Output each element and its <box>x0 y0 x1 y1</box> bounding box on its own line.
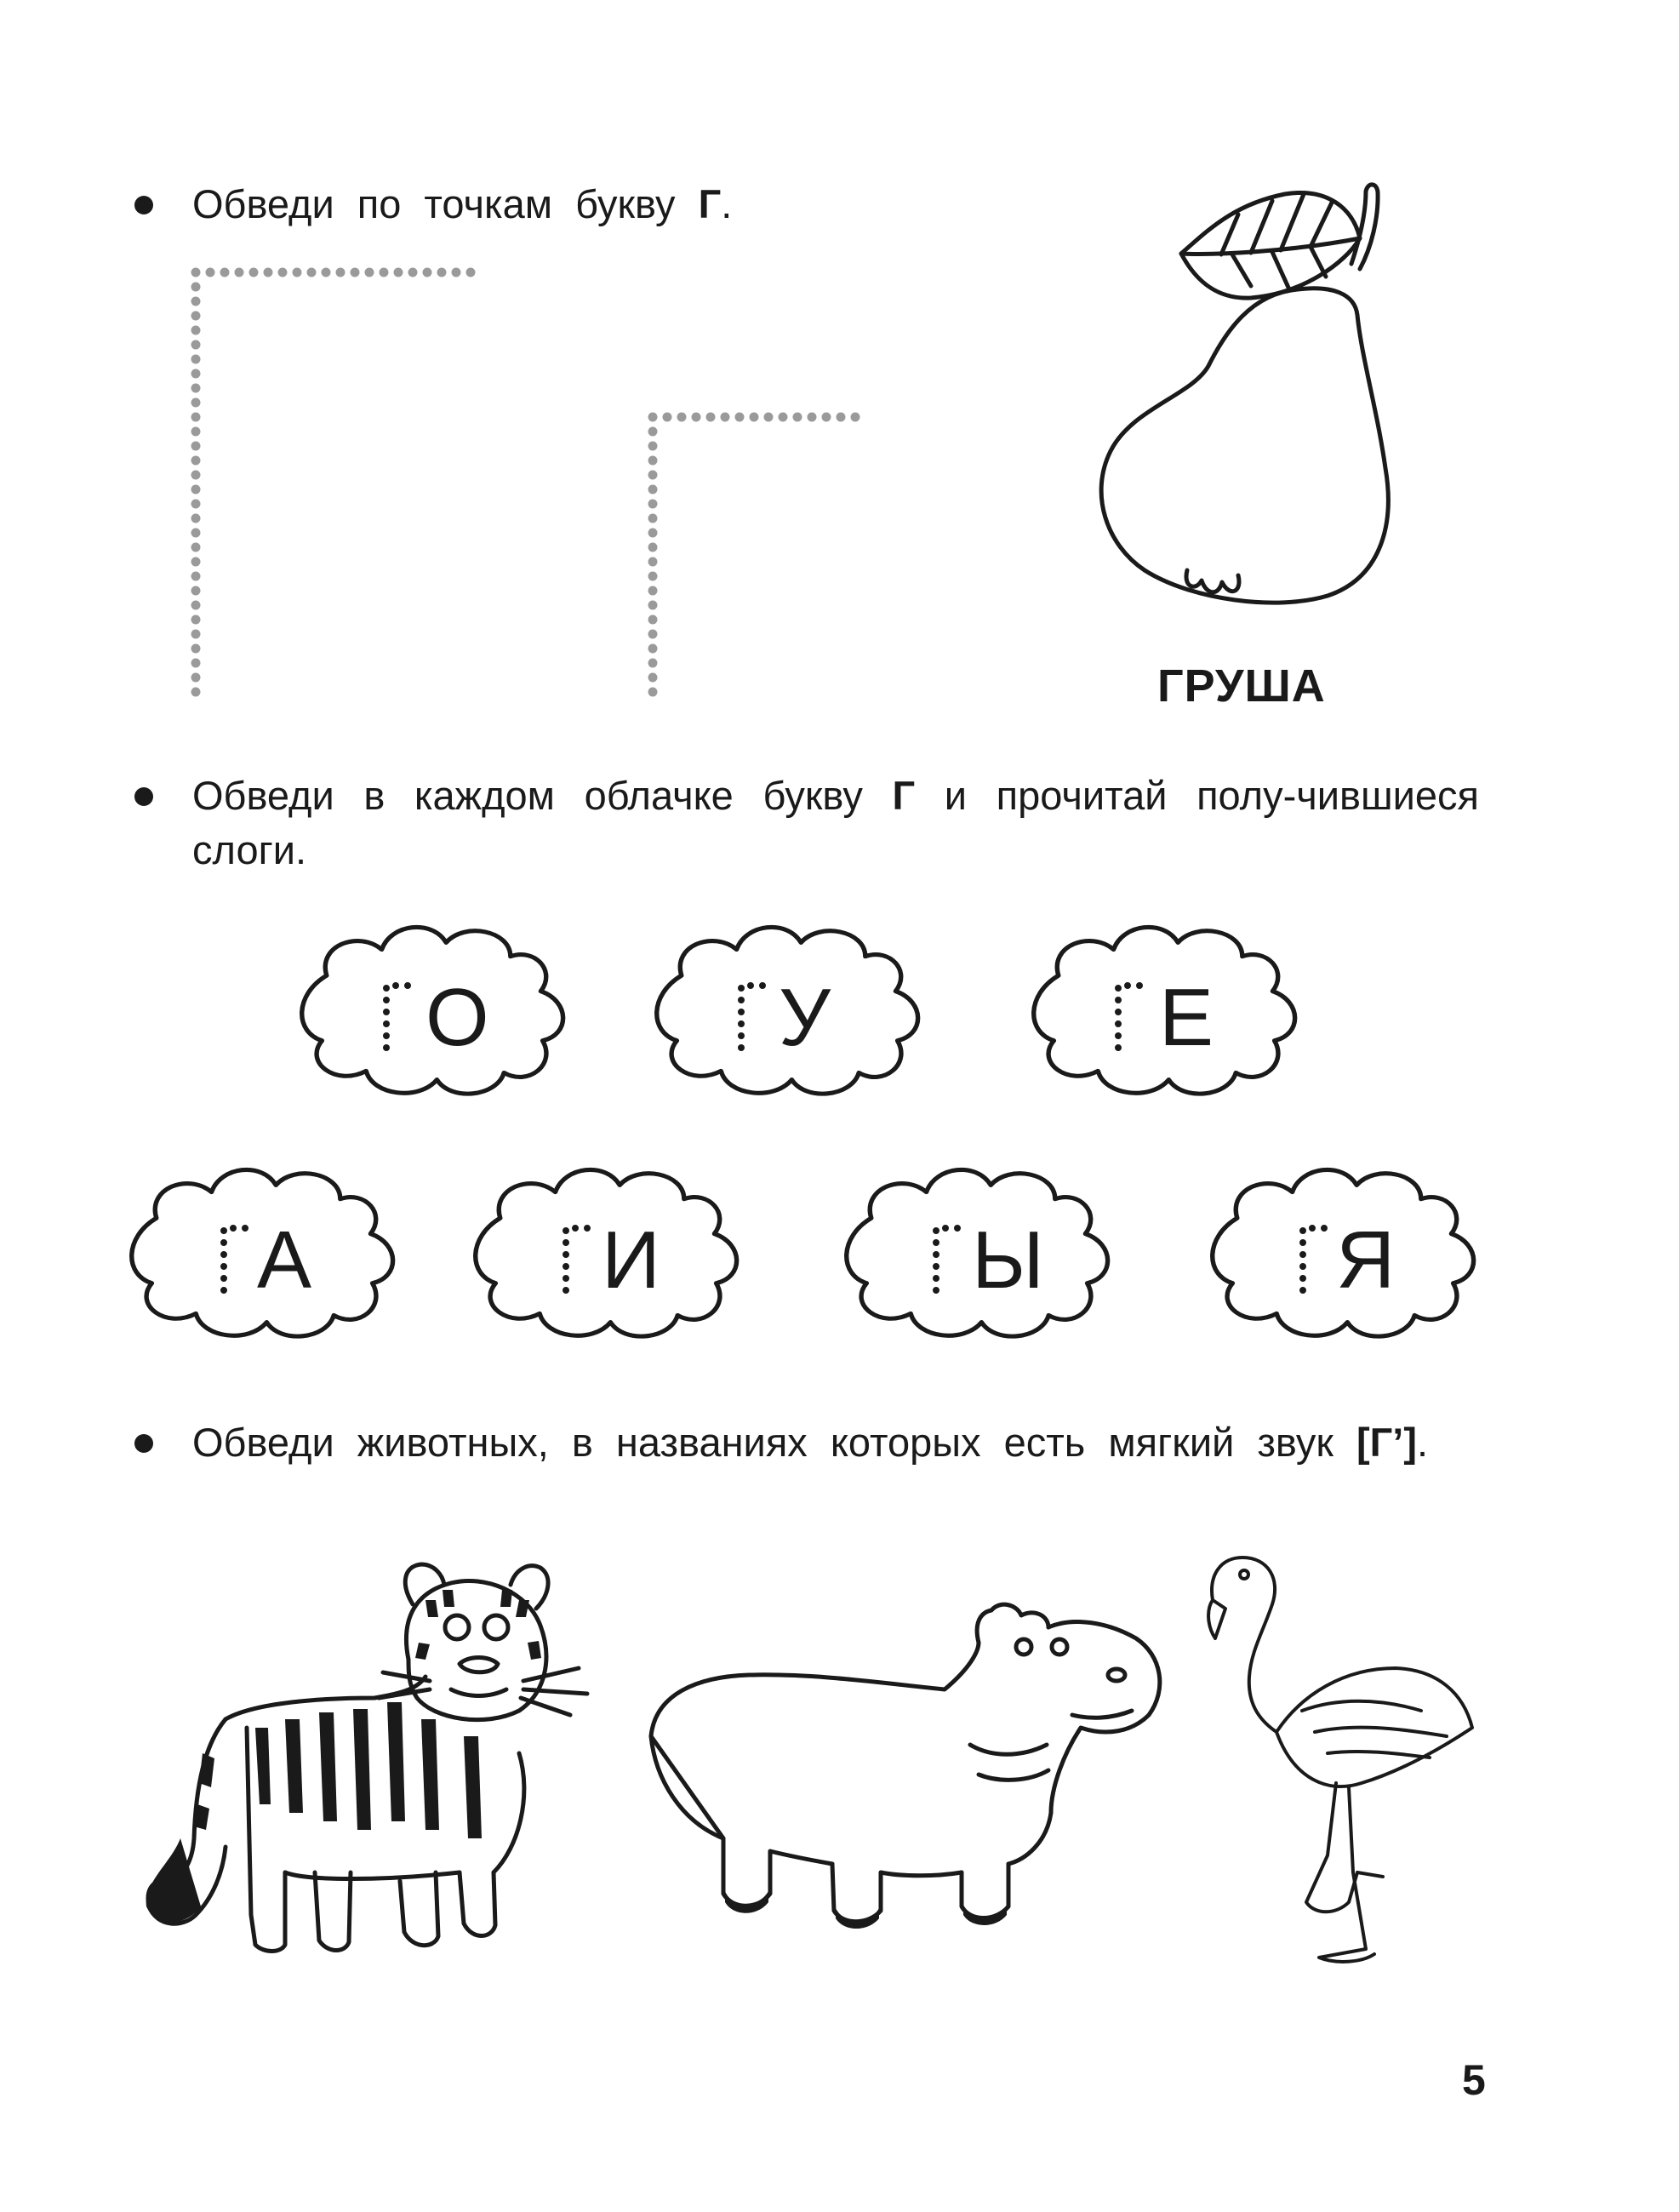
hippo-feet <box>725 1891 1007 1929</box>
pear-caption: ГРУША <box>1157 660 1326 712</box>
vowel-a: А <box>257 1215 312 1306</box>
task-3-text: Обведи животных, в названиях которых есть мягкий звук [Г’]. <box>192 1420 1429 1465</box>
page-number: 5 <box>1462 2056 1486 2104</box>
vowel-ya: Я <box>1336 1215 1396 1306</box>
vowel-y: Ы <box>972 1215 1044 1306</box>
task-3-sound: [Г’] <box>1356 1420 1418 1465</box>
task-2-text: Обведи в каждом облачке букву Г и прочитай полу-чившиеся слоги. <box>192 773 1480 872</box>
flamingo-picture[interactable] <box>1208 1558 1472 1962</box>
hippo-picture[interactable] <box>651 1604 1160 1922</box>
task-1-letter: Г <box>698 181 722 226</box>
task-2-letter: Г <box>892 773 916 818</box>
task-1-text: Обведи по точкам букву Г. <box>192 181 733 226</box>
tiger-stripes <box>146 1590 541 1923</box>
vowel-u: У <box>779 972 831 1063</box>
vowel-i: И <box>602 1215 660 1306</box>
vowel-e: Е <box>1159 972 1214 1063</box>
vowel-o: О <box>425 972 489 1063</box>
